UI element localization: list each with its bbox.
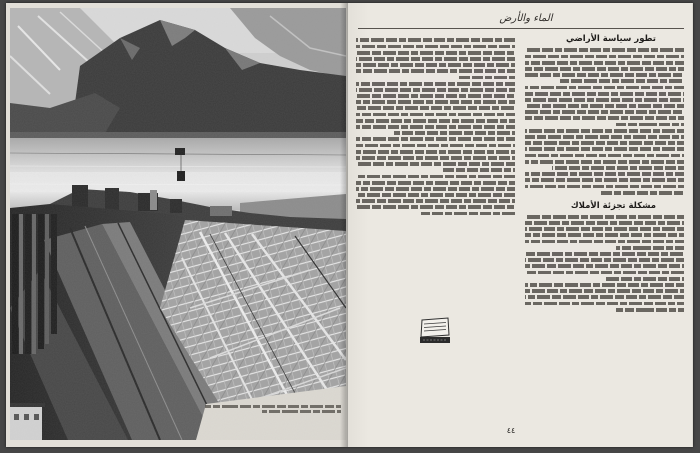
text-line [616,246,684,250]
text-line [262,410,341,413]
text-line [356,137,515,141]
text-line [420,212,515,216]
text-line [356,106,515,110]
text-line [525,129,684,133]
text-line [356,38,515,42]
text-line [525,147,684,151]
paragraph [525,86,684,127]
running-header: الماء والأرض [499,13,553,24]
text-line [525,135,684,139]
text-line [525,233,684,237]
text-line [525,302,684,306]
text-column-left [356,36,515,218]
caption-lines [205,405,341,413]
text-column-right [525,32,684,314]
text-line [525,141,684,145]
text-line [356,119,515,123]
page-number: ٤٤ [506,426,516,435]
text-line [356,175,515,179]
text-line [443,168,515,172]
text-line [525,104,684,108]
text-line [525,48,684,52]
text-line [459,76,515,80]
paragraph [525,283,684,312]
header-rule [358,28,684,29]
paragraph [356,82,515,135]
text-line [356,69,515,73]
text-line [356,63,515,67]
text-line [525,110,684,114]
text-line [525,289,684,293]
paragraph [525,48,684,83]
text-line [525,227,684,231]
ornament-icon [418,316,452,346]
text-line [356,150,515,154]
text-line [525,154,684,158]
text-line [356,162,515,166]
text-line [356,100,515,104]
text-line [525,240,684,244]
text-line [560,79,684,83]
paragraph [525,215,684,250]
text-line [356,125,515,129]
text-line [525,283,684,287]
text-line [356,199,515,203]
text-line [525,67,684,71]
text-line [356,51,515,55]
text-line [525,215,684,219]
text-line [356,113,515,117]
text-line [525,73,684,77]
text-line [600,191,684,195]
text-line [525,86,684,90]
text-line [205,405,341,408]
paragraph [525,172,684,194]
text-line [356,193,515,197]
text-line [356,156,515,160]
paragraph [356,38,515,79]
text-line [525,295,684,299]
right-page [348,3,692,447]
text-line [525,178,684,182]
text-line [525,92,684,96]
paragraph [525,129,684,170]
text-line [525,98,684,102]
section-heading: تطور سياسة الأراضي [565,34,656,44]
text-line [356,82,515,86]
text-line [606,277,684,281]
text-line [356,205,515,209]
text-line [525,116,684,120]
text-line [616,123,684,127]
text-line [356,187,515,191]
text-line [525,221,684,225]
text-line [525,55,684,59]
text-line [525,160,684,164]
text-line [525,271,684,275]
paragraph [356,137,515,172]
text-line [525,252,684,256]
text-line [356,144,515,148]
text-line [356,94,515,98]
left-page [6,3,348,447]
paragraph [525,252,684,281]
text-line [356,181,515,185]
text-line [552,166,684,170]
text-line [525,264,684,268]
text-line [525,258,684,262]
text-line [616,308,684,312]
text-line [525,61,684,65]
section-heading: مشكلة تجزئة الأملاك [570,200,656,211]
photo-caption [205,403,341,415]
text-line [356,57,515,61]
text-line [356,45,515,49]
paragraph [356,175,515,216]
text-line [525,172,684,176]
text-line [525,185,684,189]
text-line [356,88,515,92]
dam-photo [10,8,346,440]
text-line [394,131,515,135]
